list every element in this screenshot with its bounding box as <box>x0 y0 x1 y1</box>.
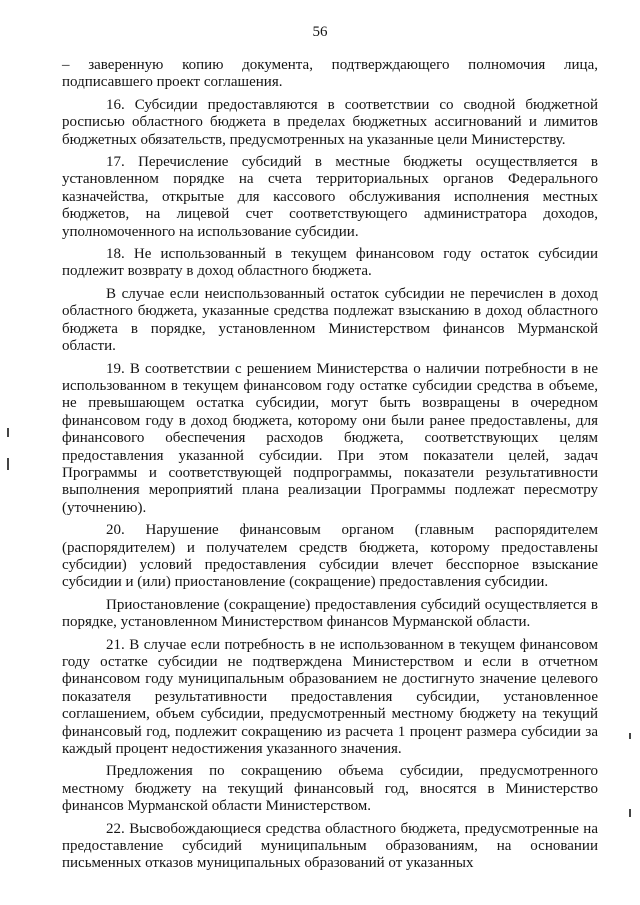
scan-margin-mark <box>7 428 9 437</box>
paragraph-18: 18. Не использованный в текущем финансовом году остаток субсидии подлежит возврату в доход областного бюджета. <box>62 246 598 280</box>
paragraph-21-continued: Предложения по сокращению объема субсидии, предусмотренного местному бюджету на текущий финансовый год, вносятся в Министерство финансов Мурманской области Министерством. <box>62 763 598 815</box>
paragraph-18-continued: В случае если неиспользованный остаток субсидии не перечислен в доход областного бюджета, указанные средства подлежат взысканию в доход областного бюджета в порядке, установленном Министерством финансов Мурманской области. <box>62 285 598 355</box>
paragraph-22: 22. Высвобождающиеся средства областного бюджета, предусмотренные на предоставление субсидий муниципальным образованиям, на основании письменных отказов муниципальных образований от указанных <box>62 820 598 872</box>
scan-margin-mark <box>629 809 631 817</box>
paragraph-copy-document: – заверенную копию документа, подтверждающего полномочия лица, подписавшего проект соглашения. <box>62 57 598 91</box>
paragraph-20: 20. Нарушение финансовым органом (главным распорядителем (распорядителем) и получателем средств бюджета, которому предоставлены субсидии) условий предоставления субсидии влечет бесспорное взыскание субсидии и (или) приостановление (сокращение) предоставления субсидии. <box>62 522 598 591</box>
scan-margin-mark <box>7 458 9 470</box>
paragraph-17: 17. Перечисление субсидий в местные бюджеты осуществляется в установленном порядке на счета территориальных органов Федерального казначейства, открытые для кассового обслуживания исполнения местных бюджетов, на лицевой счет соответствующего администратора доходов, уполномоченного на использование субсидии. <box>62 154 598 240</box>
paragraph-20-continued: Приостановление (сокращение) предоставления субсидий осуществляется в порядке, установленном Министерством финансов Мурманской области. <box>62 596 598 631</box>
page-number: 56 <box>312 24 328 40</box>
paragraph-21: 21. В случае если потребность в не использованном в текущем финансовом году остатке субсидии не подтверждена Министерством и если в отчетном финансовом году муниципальным образованием не достигнуто значение целевого показателя результативности предоставления субсидии, установленное соглашением, объем субсидии, предусмотренный местному бюджету на текущий финансовый год, подлежит сокращению из расчета 1 процент размера субсидии за каждый процент недостижения указанного значения. <box>62 636 598 758</box>
paragraph-16: 16. Субсидии предоставляются в соответствии со сводной бюджетной росписью областного бюджета в пределах бюджетных ассигнований и лимитов бюджетных обязательств, предусмотренных на указанные цели Министерству. <box>62 96 598 148</box>
paragraph-19: 19. В соответствии с решением Министерства о наличии потребности в не использованном в текущем финансовом году остатке субсидии средства в объеме, не превышающем остатка субсидии, могут быть возвращены в очередном финансовом году в доход бюджета, которому они были ранее предоставлены, для финансового обеспечения расходов бюджета, соответствующих целям предоставления указанной субсидии. При этом показатели целей, задач Программы и соответствующей подпрограммы, показатели результативности выполнения мероприятий плана реализации Программы подлежат пересмотру (уточнению). <box>62 360 598 516</box>
document-body <box>62 57 598 878</box>
scan-margin-mark <box>629 733 631 739</box>
